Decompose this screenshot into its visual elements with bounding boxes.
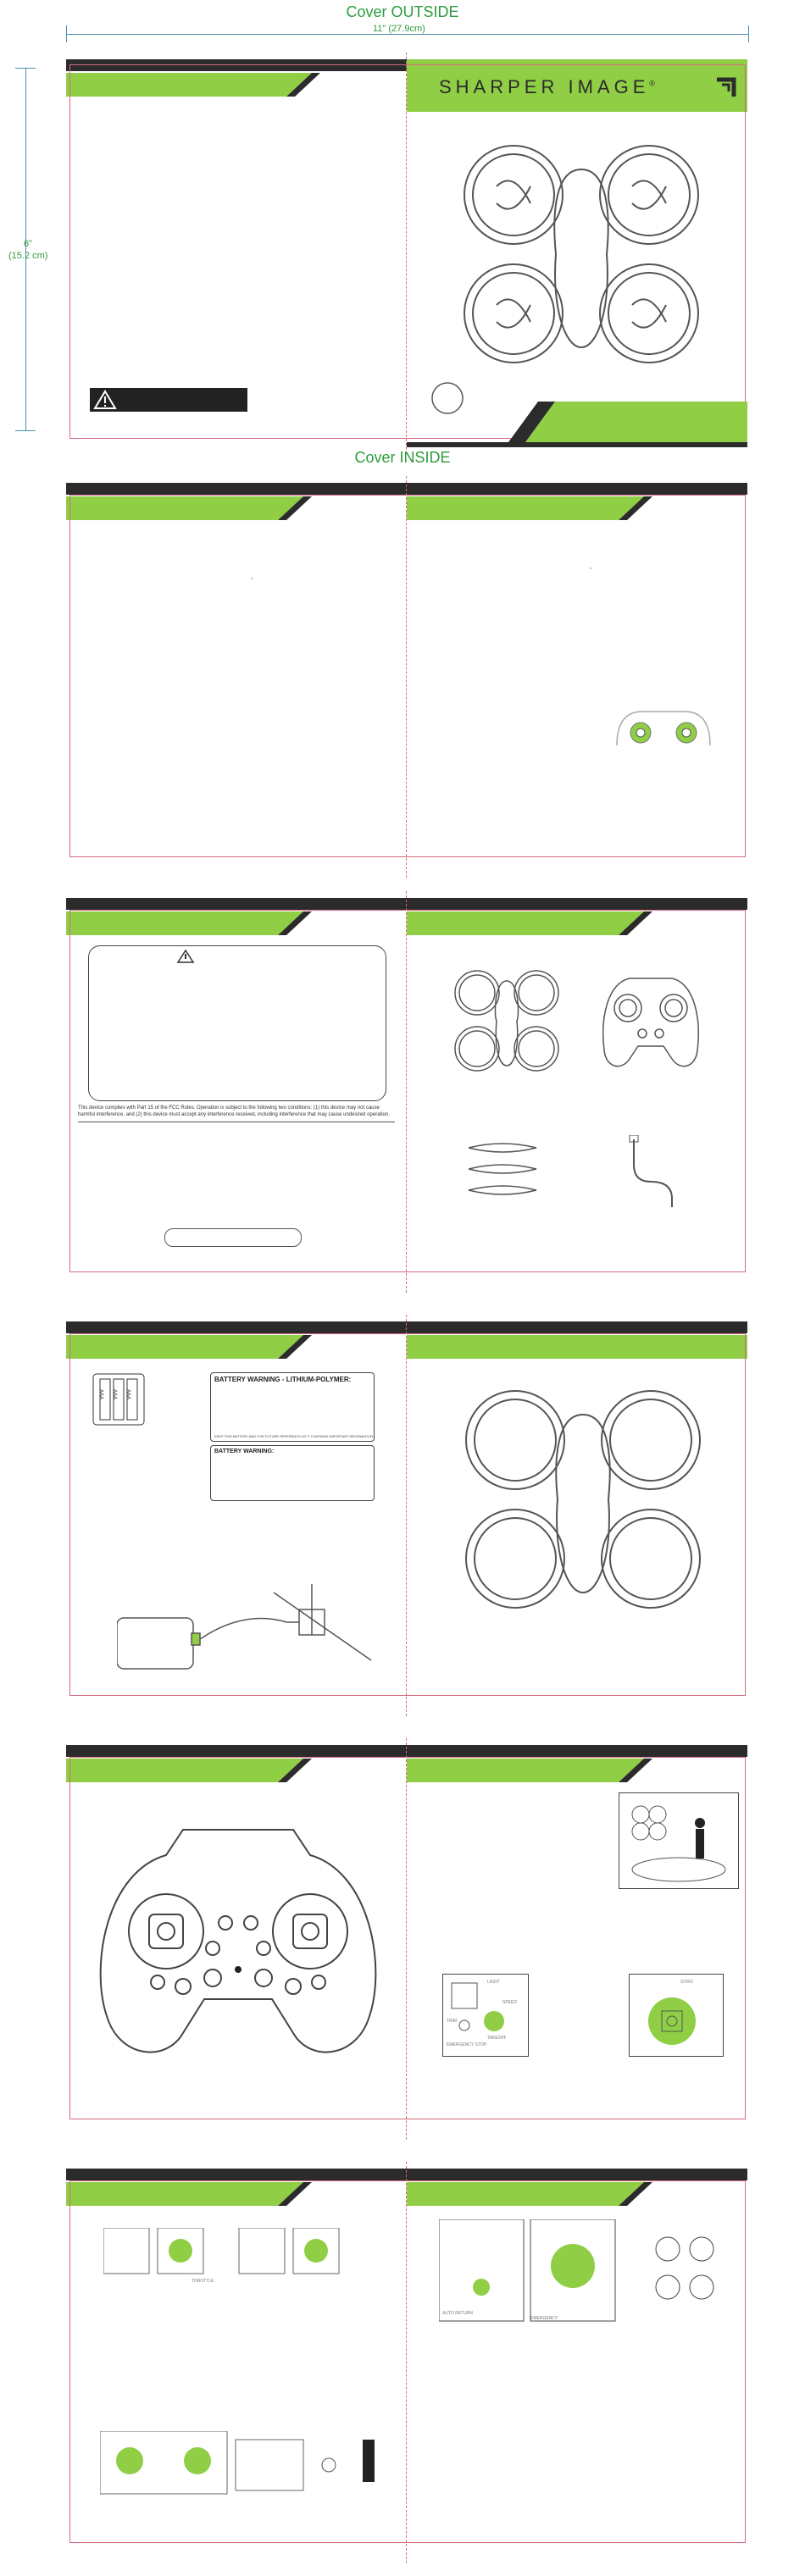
takeoff-label: TAKEOFF [487,2036,507,2041]
aaa-label-3: AAA [125,1389,130,1400]
fcc-line-2: harmful interference, and (2) this device must accept any interference received, including interference that may cause undesired operation. [78,1112,390,1117]
width-dim-tick-left [66,25,67,42]
height-dim-tick-bottom [15,430,36,431]
spread-5 [66,1745,747,2133]
top-black-band [66,1321,747,1330]
auto-return-label: AUTO RETURN [442,2311,474,2316]
width-dim-tick-right [748,25,749,42]
outlined-box [164,1228,302,1247]
brand-logo-text: SHARPER IMAGE [439,76,650,97]
width-dimension-line [66,34,749,35]
spine-fold-line [406,476,407,878]
usb-cable-illustration [625,1135,685,1211]
trim-line [69,495,746,857]
emergency-label-2: EMERGENCY [530,2316,558,2321]
cover-inside-label: Cover INSIDE [354,449,451,466]
spread-cover-outside [66,59,747,447]
warning-triangle-icon [176,949,195,964]
charging-illustration [117,1576,380,1677]
auto-return-panels [439,2219,744,2329]
controller-small-illustration [596,966,706,1076]
height-dim-inch: 6" [24,239,33,249]
drone-illustration [447,1381,719,1618]
height-dim-cm: (15.2 cm) [8,251,48,261]
aaa-label-1: AAA [98,1389,103,1400]
controller-sticks-illustration [608,703,719,754]
cover-outside-label: Cover OUTSIDE [346,3,459,20]
spine-fold-line [406,891,407,1293]
warning-panel [88,945,386,1101]
fcc-line-1: This device complies with Part 15 of the FCC Rules. Operation is subject to the following two conditions: (1) this device may not cause [78,1105,380,1111]
spread-cover-inside [66,483,747,871]
height-dimension-line [25,68,26,430]
propellers-illustration [464,1135,541,1203]
spine-fold-line [406,1315,407,1716]
warning-triangle-icon [93,390,117,410]
page-marker-right: " [590,568,592,573]
width-dimension-text: 11" (27.9cm) [373,24,425,34]
reg-mark: ® [649,79,660,88]
gyro-panel-art [630,1975,723,2056]
bottom-green-shape-right [407,383,747,447]
battery-warning-box [210,1372,375,1442]
top-black-band [66,898,747,906]
keep-info-text: KEEP THIS BATTERY AND FOR FUTURE REFERENCE AS IT CONTAINS IMPORTANT INFORMATION [214,1434,374,1438]
light-label: LIGHT [487,1980,500,1985]
gyro-panel [629,1974,724,2057]
drone-illustration [446,136,717,373]
takeoff-panel [442,1974,529,2057]
page-marker-left: " [251,578,253,584]
height-dim-tick-top [15,68,36,69]
emergency-label: EMERGENCY STOP [447,2042,487,2047]
controller-large-illustration [90,1821,386,2067]
spine-fold-line [406,2162,407,2563]
top-black-band [66,1745,747,1753]
flight-diagram-box [619,1792,739,1889]
battery-warning-sub: BATTERY WARNING: [214,1449,275,1454]
spread-6 [66,2169,747,2557]
spine-fold-line [406,1738,407,2140]
fcc-statement [78,1105,395,1118]
stick-diagrams-row [103,2228,408,2279]
throttle-label: THROTTLE [192,2279,214,2284]
top-black-band [66,483,747,491]
spread-3 [66,898,747,1286]
gyro-label: GYRO [680,1980,693,1985]
battery-warning-box-2 [210,1445,375,1501]
speed-label: SPEED [502,2000,517,2005]
battery-warning-title: BATTERY WARNING - LITHIUM-POLYMER: [214,1376,352,1383]
trim-diagrams-row [100,2431,388,2499]
top-black-band [66,2169,747,2177]
drone-small-illustration [447,966,566,1076]
spread-4 [66,1321,747,1709]
trim-label: TRIM [447,2019,458,2024]
aaa-label-2: AAA [112,1389,117,1400]
drone-orbit-illustration [619,1793,738,1888]
